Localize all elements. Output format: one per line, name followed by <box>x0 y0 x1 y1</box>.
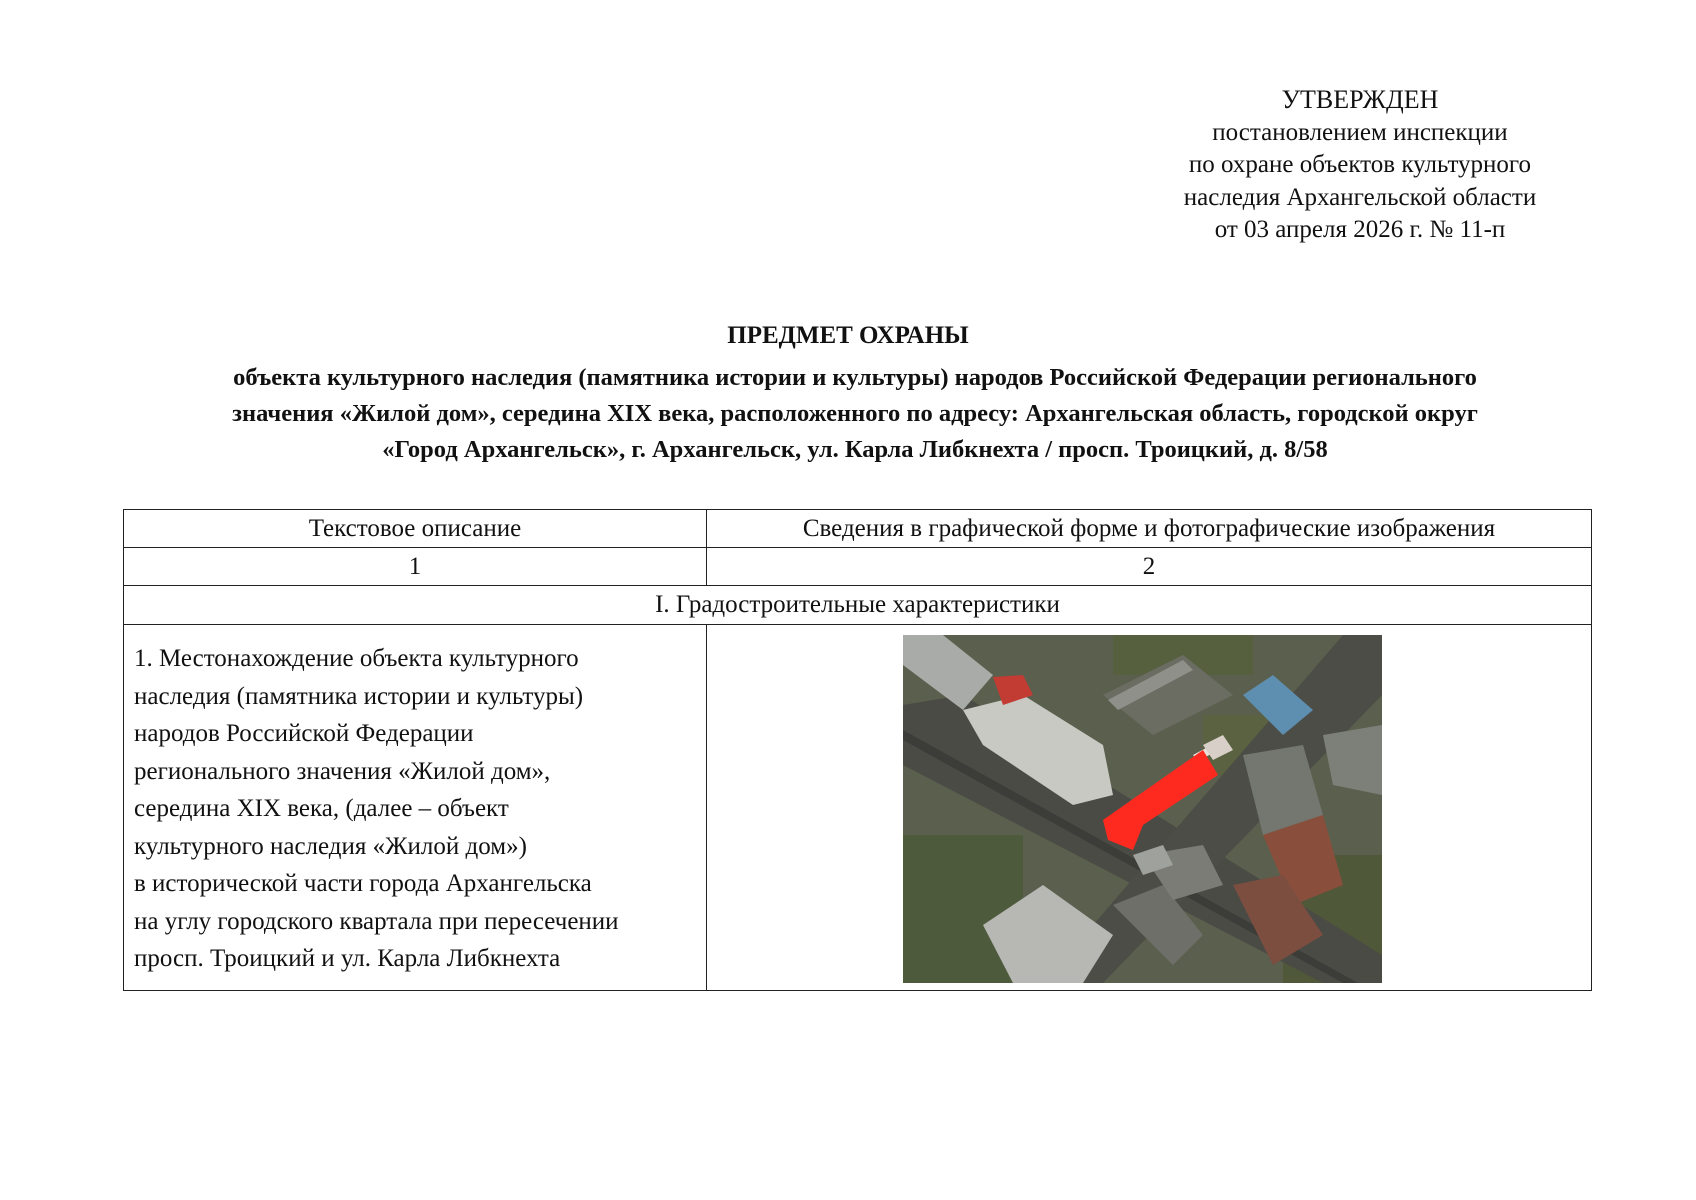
aerial-photo-graphic <box>903 635 1382 983</box>
table-row <box>124 625 1592 991</box>
header-text-description: Текстовое описание <box>124 510 707 548</box>
header-graphic-info: Сведения в графической форме и фотографические изображения <box>707 510 1592 548</box>
description-line: народов Российской Федерации <box>134 720 474 748</box>
document-subtitle <box>110 360 1600 468</box>
description-line: регионального значения «Жилой дом», <box>134 757 551 785</box>
column-number-row <box>124 548 1592 586</box>
approval-line: наследия Архангельской области <box>1183 183 1537 211</box>
description-line: середина XIX века, (далее – объект <box>134 795 509 823</box>
table-header-row <box>124 510 1592 548</box>
approval-stamp <box>1130 84 1590 247</box>
description-line: культурного наследия «Жилой дом») <box>134 832 527 860</box>
section-row <box>124 586 1592 625</box>
location-description <box>124 625 707 991</box>
graphic-cell <box>707 625 1592 991</box>
document-title: ПРЕДМЕТ ОХРАНЫ <box>727 322 969 349</box>
subtitle-line: объекта культурного наследия (памятника истории и культуры) народов Российской Федерации регионального <box>233 364 1477 391</box>
approval-line: постановлением инспекции <box>1212 118 1508 146</box>
protection-table <box>123 509 1592 991</box>
approval-line: по охране объектов культурного <box>1188 151 1532 178</box>
description-line: на углу городского квартала при пересечении <box>134 907 619 935</box>
approval-line: от 03 апреля 2026 г. № 11-п <box>1214 216 1506 243</box>
description-line: наследия (памятника истории и культуры) <box>134 682 584 710</box>
description-line: просп. Троицкий и ул. Карла Либкнехта <box>134 945 561 973</box>
approval-title: УТВЕРЖДЕН <box>1281 85 1439 114</box>
description-line: в исторической части города Архангельска <box>134 870 592 898</box>
aerial-photo <box>903 635 1382 983</box>
section-title: I. Градостроительные характеристики <box>124 586 1592 625</box>
description-line: 1. Местонахождение объекта культурного <box>134 645 579 673</box>
column-number: 2 <box>707 548 1592 586</box>
subtitle-line: значения «Жилой дом», середина XIX века, расположенного по адресу: Архангельская область, городской округ <box>232 400 1478 427</box>
column-number: 1 <box>124 548 707 586</box>
subtitle-line: «Город Архангельск», г. Архангельск, ул. Карла Либкнехта / просп. Троицкий, д. 8/58 <box>382 436 1328 463</box>
